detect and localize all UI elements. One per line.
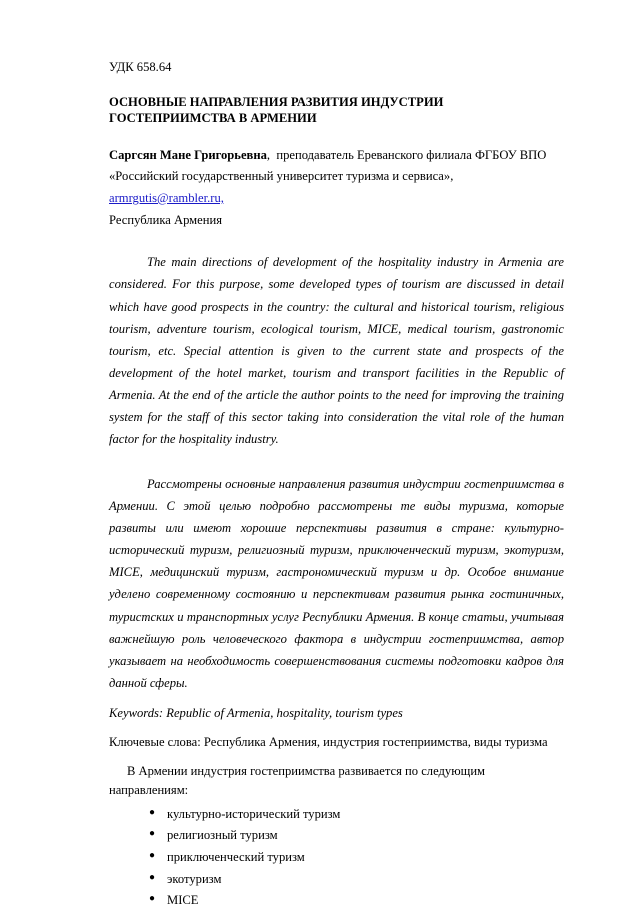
keywords-english: Keywords: Republic of Armenia, hospitality, tourism types xyxy=(109,706,403,721)
list-item: ● экотуризм xyxy=(149,869,564,891)
author-university: «Российский государственный университет туризма и сервиса», xyxy=(109,169,454,184)
abstract-english: The main directions of development of the hospitality industry in Armenia are considered. For this purpose, some developed types of tourism are discussed in detail which have good prospects in the country: the cultural and historical tourism, religious tourism, adventure tourism, ecological tourism, MICE, medical tourism, gastronomic tourism, etc. Special attention is given to the current state and prospects of the development of the hotel market, tourism and transport facilities in the Republic of Armenia. At the end of the article the author points to the need for improving the training system for the staff of this sector taking into consideration the vital role of the human factor for the hospitality industry. xyxy=(109,255,564,447)
udk-code: УДК 658.64 xyxy=(109,60,172,74)
bullet-icon: ● xyxy=(149,828,156,840)
list-item: ● религиозный туризм xyxy=(149,825,564,847)
author-name: Саргсян Мане Григорьевна xyxy=(109,147,267,162)
intro-paragraph: В Армении индустрия гостеприимства развивается по следующим направлениям: xyxy=(109,763,486,797)
author-country: Республика Армения xyxy=(109,212,223,227)
author-email-link[interactable]: armrgutis@rambler.ru, xyxy=(109,190,224,205)
bullet-icon: ● xyxy=(149,850,156,862)
bullet-icon: ● xyxy=(149,806,156,818)
author-block: Саргсян Мане Григорьевна, преподаватель Ереванского филиала ФГБОУ ВПО «Российский государственный университет туризма и сервиса», armrgutis@rambler.ru, Республика Армения xyxy=(109,147,547,227)
keywords-russian: Ключевые слова: Республика Армения, индустрия гостеприимства, виды туризма xyxy=(109,735,548,750)
bullet-icon: ● xyxy=(149,893,156,905)
article-title: ОСНОВНЫЕ НАПРАВЛЕНИЯ РАЗВИТИЯ ИНДУСТРИИ ГОСТЕПРИИМСТВА В АРМЕНИИ xyxy=(109,94,444,126)
abstract-russian: Рассмотрены основные направления развития индустрии гостеприимства в Армении. С этой целью подробно рассмотрены те виды туризма, которые развиты или имеют хорошие перспективы развития в стране: культурно-исторический туризм, религиозный туризм, приключенческий туризм, экотуризм, MICE, медицинский туризм, гастрономический туризм и др. Особое внимание уделено современному состоянию и перспективам развития рынка гостиничных, туристских и транспортных услуг Республики Армения. В конце статьи, учитывая важнейшую роль человеческого фактора в индустрии гостеприимства, автор указывает на необходимость совершенствования системы подготовки кадров для данной сферы. xyxy=(109,476,564,691)
author-position: преподаватель Ереванского филиала ФГБОУ ВПО xyxy=(276,147,547,162)
list-item: ● культурно-исторический туризм xyxy=(149,804,564,826)
tourism-directions-list xyxy=(109,804,564,912)
list-item: ● приключенческий туризм xyxy=(149,847,564,869)
bullet-icon: ● xyxy=(149,871,156,883)
list-item: ● MICE xyxy=(149,890,564,912)
